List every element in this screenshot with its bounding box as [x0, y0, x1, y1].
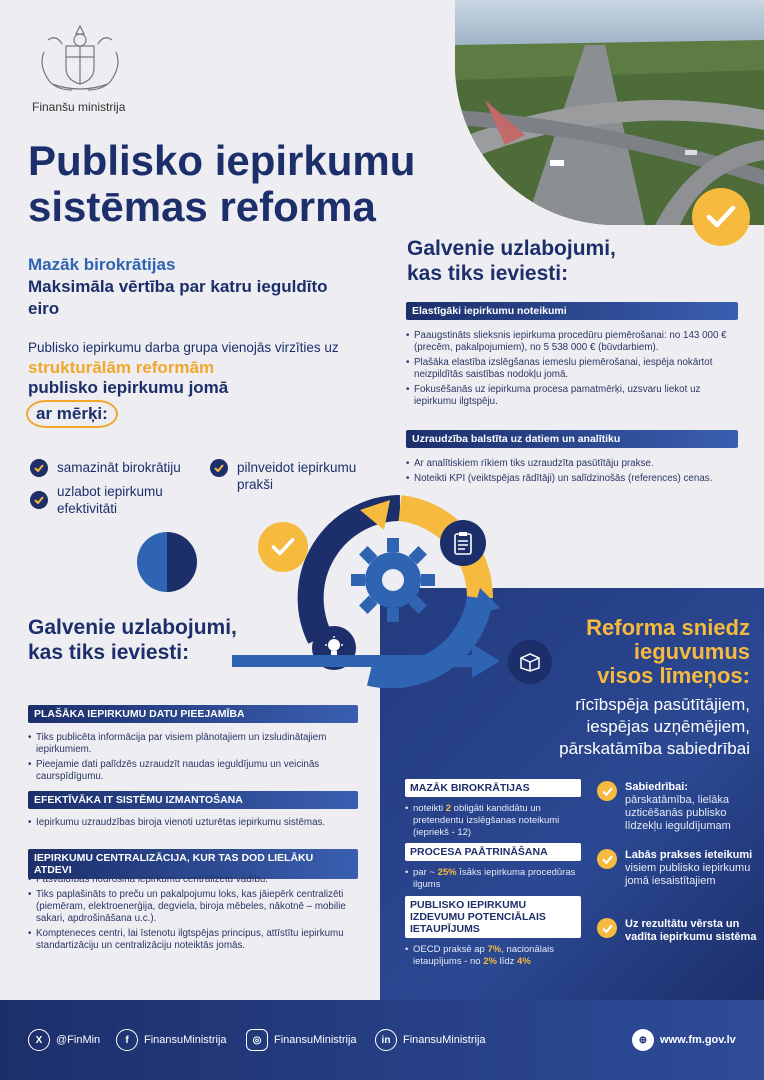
benefit-box-list	[405, 867, 585, 891]
check-icon	[597, 849, 617, 869]
lead-emphasis-goal: ar mērķi:	[26, 400, 118, 428]
improvements-heading-bottom: Galvenie uzlabojumi, kas tiks ieviesti:	[28, 616, 237, 664]
box-icon	[508, 640, 552, 684]
lead-subheading: Maksimāla vērtība par katru ieguldīto eiro	[28, 277, 328, 318]
check-icon	[210, 459, 228, 477]
benefits-subheading: rīcībspēja pasūtītājiem, iespējas uzņēmējiem, pārskatāmība sabiedrībai	[559, 695, 750, 758]
list-item: • Pašvaldības nodrošina iepirkumu centralizētu vadību.	[28, 874, 358, 886]
linkedin-icon: in	[375, 1029, 397, 1051]
section-title: PLAŠĀKA IEPIRKUMU DATU PIEEJAMĪBA	[28, 705, 358, 723]
lead-emphasis-reforms: strukturālām reformām	[28, 358, 215, 377]
section-title: IEPIRKUMU CENTRALIZĀCIJA, KUR TAS DOD LIELĀKU ATDEVI	[28, 849, 358, 879]
list-item: • Noteikti KPI (veiktspējas rādītāji) un salīdzinošās (references) cenas.	[406, 473, 736, 485]
list-item: • Tiks paplašināts to preču un pakalpojumu loks, kas jāiepērk centralizēti (piemēram, elektroenerģija, degviela, biroja mēbeles, nākotnē – mobilie sakari, apdrošināšana u.c.).	[28, 889, 358, 925]
goal-item: uzlabot iepirkumu efektivitāti	[30, 483, 200, 517]
list-item: • Plašāka elastība izslēgšanas iemeslu piemērošanai, iespēja nokārtot neizpildītās saistības nodokļu jomā.	[406, 357, 736, 381]
decorative-circle	[137, 532, 197, 597]
lead-emphasis-field: publisko iepirkumu jomā	[28, 378, 229, 397]
benefit-box-title: PROCESA PAĀTRINĀŠANA	[405, 843, 581, 861]
benefit-item: Sabiedrībai: pārskatāmība, lielāka uzticēšanās publisko līdzekļu ieguldījumam	[597, 781, 757, 833]
section-list	[406, 330, 736, 411]
goal-item: samazināt birokrātiju	[30, 459, 210, 477]
list-item: • Ar analītiskiem rīkiem tiks uzraudzīta pasūtītāju prakse.	[406, 458, 736, 470]
list-item: • noteikti 2 obligāti kandidātu un pretendentu izslēgšanas noteikumi (iepriekš - 12)	[405, 803, 585, 839]
list-item: • Paaugstināts slieksnis iepirkuma procedūru piemērošanai: no 143 000 € (precēm, pakalpojumiem), no 5 538 000 € (būvdarbiem).	[406, 330, 736, 354]
benefits-heading: Reforma sniedz ieguvumus visos līmeņos:	[586, 615, 750, 688]
section-list	[28, 732, 353, 786]
checkmark-icon	[692, 188, 750, 246]
section-title: Elastīgāki iepirkumu noteikumi	[406, 302, 738, 320]
section-list	[406, 458, 736, 488]
list-item: • Fokusēšanās uz iepirkuma procesa pamatmērķi, uzsvaru liekot uz iepirkumu ilgtspēju.	[406, 384, 736, 408]
instagram-icon: ◎	[246, 1029, 268, 1051]
section-list	[28, 817, 353, 832]
check-icon	[30, 459, 48, 477]
social-facebook-link[interactable]: f FinansuMinistrija	[116, 1029, 227, 1051]
benefit-box-title: MAZĀK BIROKRĀTIJAS	[405, 779, 581, 797]
lead-heading: Mazāk birokrātijas	[28, 255, 176, 274]
checkmark-icon	[258, 522, 308, 572]
globe-icon: ⊕	[632, 1029, 654, 1051]
section-title: Uzraudzība balstīta uz datiem un analītiku	[406, 430, 738, 448]
improvements-heading-top: Galvenie uzlabojumi, kas tiks ieviesti:	[407, 237, 616, 285]
check-icon	[30, 491, 48, 509]
facebook-icon: f	[116, 1029, 138, 1051]
list-item: • Kompteneces centri, lai īstenotu ilgtspējas principus, attīstītu iepirkumu standartizāciju un centralizāciju noteiktās jomās.	[28, 928, 358, 952]
arrow-right-icon	[232, 642, 502, 685]
list-item: • par ~ 25% īsāks iepirkuma procedūras ilgums	[405, 867, 585, 891]
page-title: Publisko iepirkumu sistēmas reforma	[28, 137, 416, 230]
section-title: EFEKTĪVĀKA IT SISTĒMU IZMANTOŠANA	[28, 791, 358, 809]
benefit-box-list	[405, 944, 585, 968]
check-icon	[597, 918, 617, 938]
website-link[interactable]: ⊕ www.fm.gov.lv	[632, 1029, 736, 1051]
social-instagram-link[interactable]: ◎ FinansuMinistrija	[246, 1029, 357, 1051]
clipboard-icon	[440, 520, 486, 566]
list-item: • Pieejamie dati palīdzēs uzraudzīt naudas ieguldījumu un veicinās caurspīdīgumu.	[28, 759, 353, 783]
list-item: • Iepirkumu uzraudzības biroja vienoti uzturētas iepirkumu sistēmas.	[28, 817, 353, 829]
list-item: • OECD praksē ap 7%, nacionālais ietaupījums - no 2% līdz 4%	[405, 944, 585, 968]
coat-of-arms-logo	[30, 22, 130, 99]
goal-item: pilnveidot iepirkumu prakši	[210, 459, 360, 493]
social-linkedin-link[interactable]: in FinansuMinistrija	[375, 1029, 486, 1051]
lead-paragraph: Publisko iepirkumu darba grupa vienojās virzīties uz	[28, 340, 339, 355]
section-list	[28, 874, 358, 955]
x-icon: X	[28, 1029, 50, 1051]
list-item: • Tiks publicēta informācija par visiem plānotajiem un izsludinātajiem iepirkumiem.	[28, 732, 353, 756]
benefit-item: Labās prakses ieteikumi visiem publisko iepirkumu jomā iesaistītajiem	[597, 849, 757, 888]
benefit-box-list	[405, 803, 585, 839]
check-icon	[597, 781, 617, 801]
benefit-box-title: PUBLISKO IEPIRKUMU IZDEVUMU POTENCIĀLAIS IETAUPĪJUMS	[405, 896, 581, 938]
ministry-name: Finanšu ministrija	[32, 100, 126, 114]
benefit-item: Uz rezultātu vērsta un vadīta iepirkumu sistēma	[597, 918, 757, 944]
social-x-link[interactable]: X @FinMin	[28, 1029, 100, 1051]
